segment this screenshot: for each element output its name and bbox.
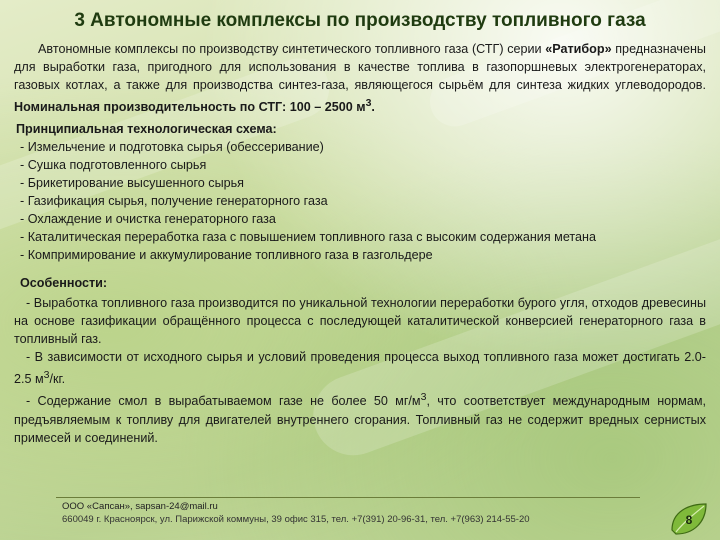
footer [62, 500, 530, 526]
scheme-step: - Сушка подготовленного сырья [20, 158, 207, 173]
footer-address: 660049 г. Красноярск, ул. Парижской коммуны, 39 офис 315, тел. +7(391) 20-96-31, тел. +7(963) 214-55-20 [62, 514, 530, 525]
intro-text-2: предназначены для выработки газа, пригодного для использования в качестве топлива в газопоршневых электрогенераторах, газовых котлах, а также для производства синтез-газа, являющегося сырьём для синтеза жидких углеводородов. [14, 42, 706, 92]
slide-title: 3 Автономные комплексы по производству топливного газа [74, 10, 646, 31]
scheme-step: - Измельчение и подготовка сырья (обессеривание) [20, 140, 324, 155]
scheme-step: - Брикетирование высушенного сырья [20, 176, 244, 191]
scheme-step: - Газификация сырья, получение генераторного газа [20, 194, 328, 209]
intro-text-1: Автономные комплексы по производству синтетического топливного газа (СТГ) серии [38, 42, 546, 56]
feature-text: - В зависимости от исходного сырья и условий проведения процесса выход топливного газа может достигать 2.0-2.5 м [14, 350, 706, 387]
feature-text: /кг. [49, 372, 66, 387]
slide-content [14, 40, 706, 447]
page-number-badge [668, 500, 710, 538]
feature-item [14, 388, 706, 446]
features-section [14, 274, 706, 446]
capacity-end: . [371, 100, 375, 115]
brand-name: «Ратибор» [545, 42, 612, 56]
footer-divider [56, 497, 640, 498]
scheme-step: - Каталитическая переработка газа с повышением топливного газа с высоким содержания метана [20, 230, 596, 245]
scheme-steps [14, 138, 706, 264]
page-number: 8 [685, 513, 693, 527]
capacity-sup: 3 [365, 97, 372, 109]
scheme-heading: Принципиальная технологическая схема: [16, 122, 277, 137]
footer-company: ООО «Сапсан», sapsan-24@mail.ru [62, 501, 218, 512]
feature-item: - Выработка топливного газа производится по уникальной технологии переработки бурого угля, отходов древесины на основе газификации обращённого процесса с последующей каталитической конверсией генераторного газа в топливный газ. [14, 296, 706, 347]
feature-sup: 3 [420, 391, 427, 404]
intro-paragraph [14, 40, 706, 116]
capacity-label: Номинальная производительность по СТГ: 100 – 2500 м [14, 100, 366, 115]
scheme-step: - Охлаждение и очистка генераторного газа [20, 212, 276, 227]
scheme-step: - Компримирование и аккумулирование топливного газа в газгольдере [20, 248, 433, 263]
feature-item [14, 348, 706, 388]
feature-text: , что соответствует международным нормам, предъявляемым к топливу для двигателей внутреннего сгорания. Топливный газ не содержит вредных сернистых примесей и соединений. [14, 394, 706, 445]
feature-text: - Содержание смол в вырабатываемом газе не более 50 мг/м [26, 394, 421, 409]
feature-sup: 3 [43, 369, 50, 382]
features-heading: Особенности: [20, 276, 108, 291]
